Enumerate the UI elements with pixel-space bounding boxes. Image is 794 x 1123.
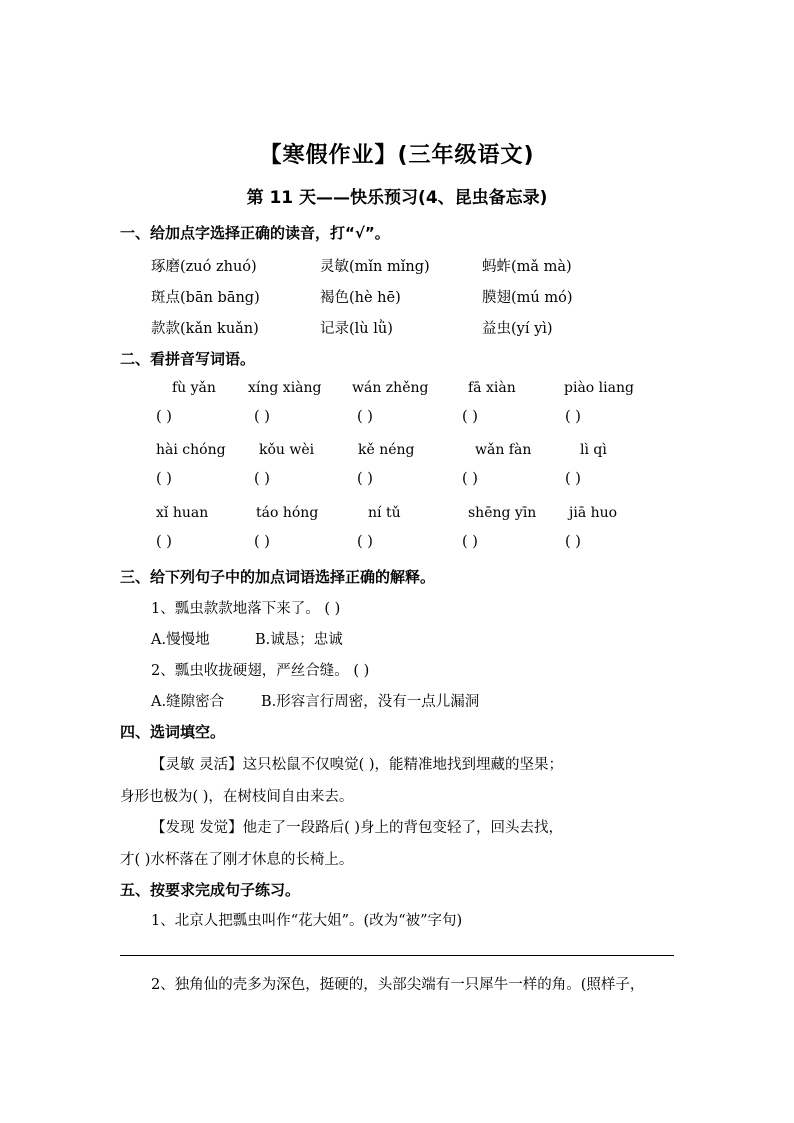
answer-blank[interactable]: ( ) [357, 534, 373, 550]
answer-blank[interactable]: ( ) [462, 471, 478, 487]
fill-paragraph-2-cont: 才( )水杯落在了刚才休息的长椅上。 [120, 852, 354, 868]
answer-blank[interactable]: ( ) [254, 471, 270, 487]
answer-blank[interactable]: ( ) [254, 409, 270, 425]
fill-paragraph-1: 【灵敏 灵活】这只松鼠不仅嗅觉( )，能精准地找到埋藏的坚果； [151, 757, 564, 773]
pinyin-item: hài chóng [156, 442, 226, 458]
answer-blank[interactable]: ( ) [254, 534, 270, 550]
fill-paragraph-1-cont: 身形也极为( )，在树枝间自由来去。 [120, 789, 354, 805]
pinyin-item: fā xiàn [468, 380, 516, 396]
page-title: 【寒假作业】(三年级语文) [259, 143, 535, 168]
page-subtitle: 第 11 天——快乐预习(4、昆虫备忘录) [246, 188, 548, 208]
answer-blank[interactable]: ( ) [357, 471, 373, 487]
pronunciation-item: 膜翅(mú mó) [482, 290, 573, 306]
section-4-heading: 四、选词填空。 [120, 723, 226, 741]
pinyin-item: lì qì [580, 442, 607, 458]
pinyin-item: fù yǎn [172, 380, 216, 396]
question-2: 2、瓢虫收拢硬翅，严丝合缝。 ( ) [151, 663, 370, 679]
question-1: 1、瓢虫款款地落下来了。 ( ) [151, 601, 341, 617]
pinyin-item: shēng yīn [468, 505, 537, 521]
option-a: A.缝隙密合 [151, 694, 225, 710]
pronunciation-item: 益虫(yí yì) [482, 321, 553, 337]
option-b: B.形容言行周密，没有一点儿漏洞 [261, 694, 480, 710]
pinyin-item: kǒu wèi [259, 442, 315, 458]
section-1-heading: 一、给加点字选择正确的读音，打“√”。 [120, 224, 390, 242]
section-2-heading: 二、看拼音写词语。 [120, 350, 256, 368]
answer-blank[interactable]: ( ) [565, 471, 581, 487]
pronunciation-item: 褐色(hè hē) [320, 290, 401, 306]
answer-blank[interactable]: ( ) [565, 409, 581, 425]
pinyin-item: jiā huo [569, 505, 618, 521]
sentence-question-2: 2、独角仙的壳多为深色，挺硬的，头部尖端有一只犀牛一样的角。(照样子， [151, 977, 645, 993]
answer-blank[interactable]: ( ) [462, 409, 478, 425]
sentence-question-1: 1、北京人把瓢虫叫作“花大姐”。(改为“被”字句) [151, 913, 463, 929]
option-a: A.慢慢地 [151, 632, 210, 648]
pinyin-item: wǎn fàn [475, 442, 532, 458]
answer-line[interactable] [120, 955, 674, 956]
option-b: B.诚恳；忠诚 [255, 632, 343, 648]
answer-blank[interactable]: ( ) [156, 409, 172, 425]
fill-paragraph-2: 【发现 发觉】他走了一段路后( )身上的背包变轻了，回头去找， [151, 820, 564, 836]
pronunciation-item: 记录(lù lǜ) [320, 321, 393, 337]
section-5-heading: 五、按要求完成句子练习。 [120, 881, 301, 899]
pinyin-item: táo hóng [256, 505, 319, 521]
answer-blank[interactable]: ( ) [462, 534, 478, 550]
pinyin-item: wán zhěng [352, 380, 429, 396]
pinyin-item: xíng xiàng [248, 380, 322, 396]
answer-blank[interactable]: ( ) [565, 534, 581, 550]
pronunciation-item: 款款(kǎn kuǎn) [151, 321, 259, 337]
pinyin-item: piào liang [564, 380, 634, 396]
answer-blank[interactable]: ( ) [156, 534, 172, 550]
section-3-heading: 三、给下列句子中的加点词语选择正确的解释。 [120, 568, 436, 586]
answer-blank[interactable]: ( ) [156, 471, 172, 487]
answer-blank[interactable]: ( ) [357, 409, 373, 425]
pronunciation-item: 灵敏(mǐn mǐng) [320, 259, 430, 275]
pinyin-item: xǐ huan [156, 505, 209, 521]
pronunciation-item: 琢磨(zuó zhuó) [151, 259, 257, 275]
pinyin-item: ní tǔ [368, 505, 401, 521]
pinyin-item: kě néng [358, 442, 415, 458]
pronunciation-item: 斑点(bān bāng) [151, 290, 260, 306]
pronunciation-item: 蚂蚱(mǎ mà) [482, 259, 572, 275]
